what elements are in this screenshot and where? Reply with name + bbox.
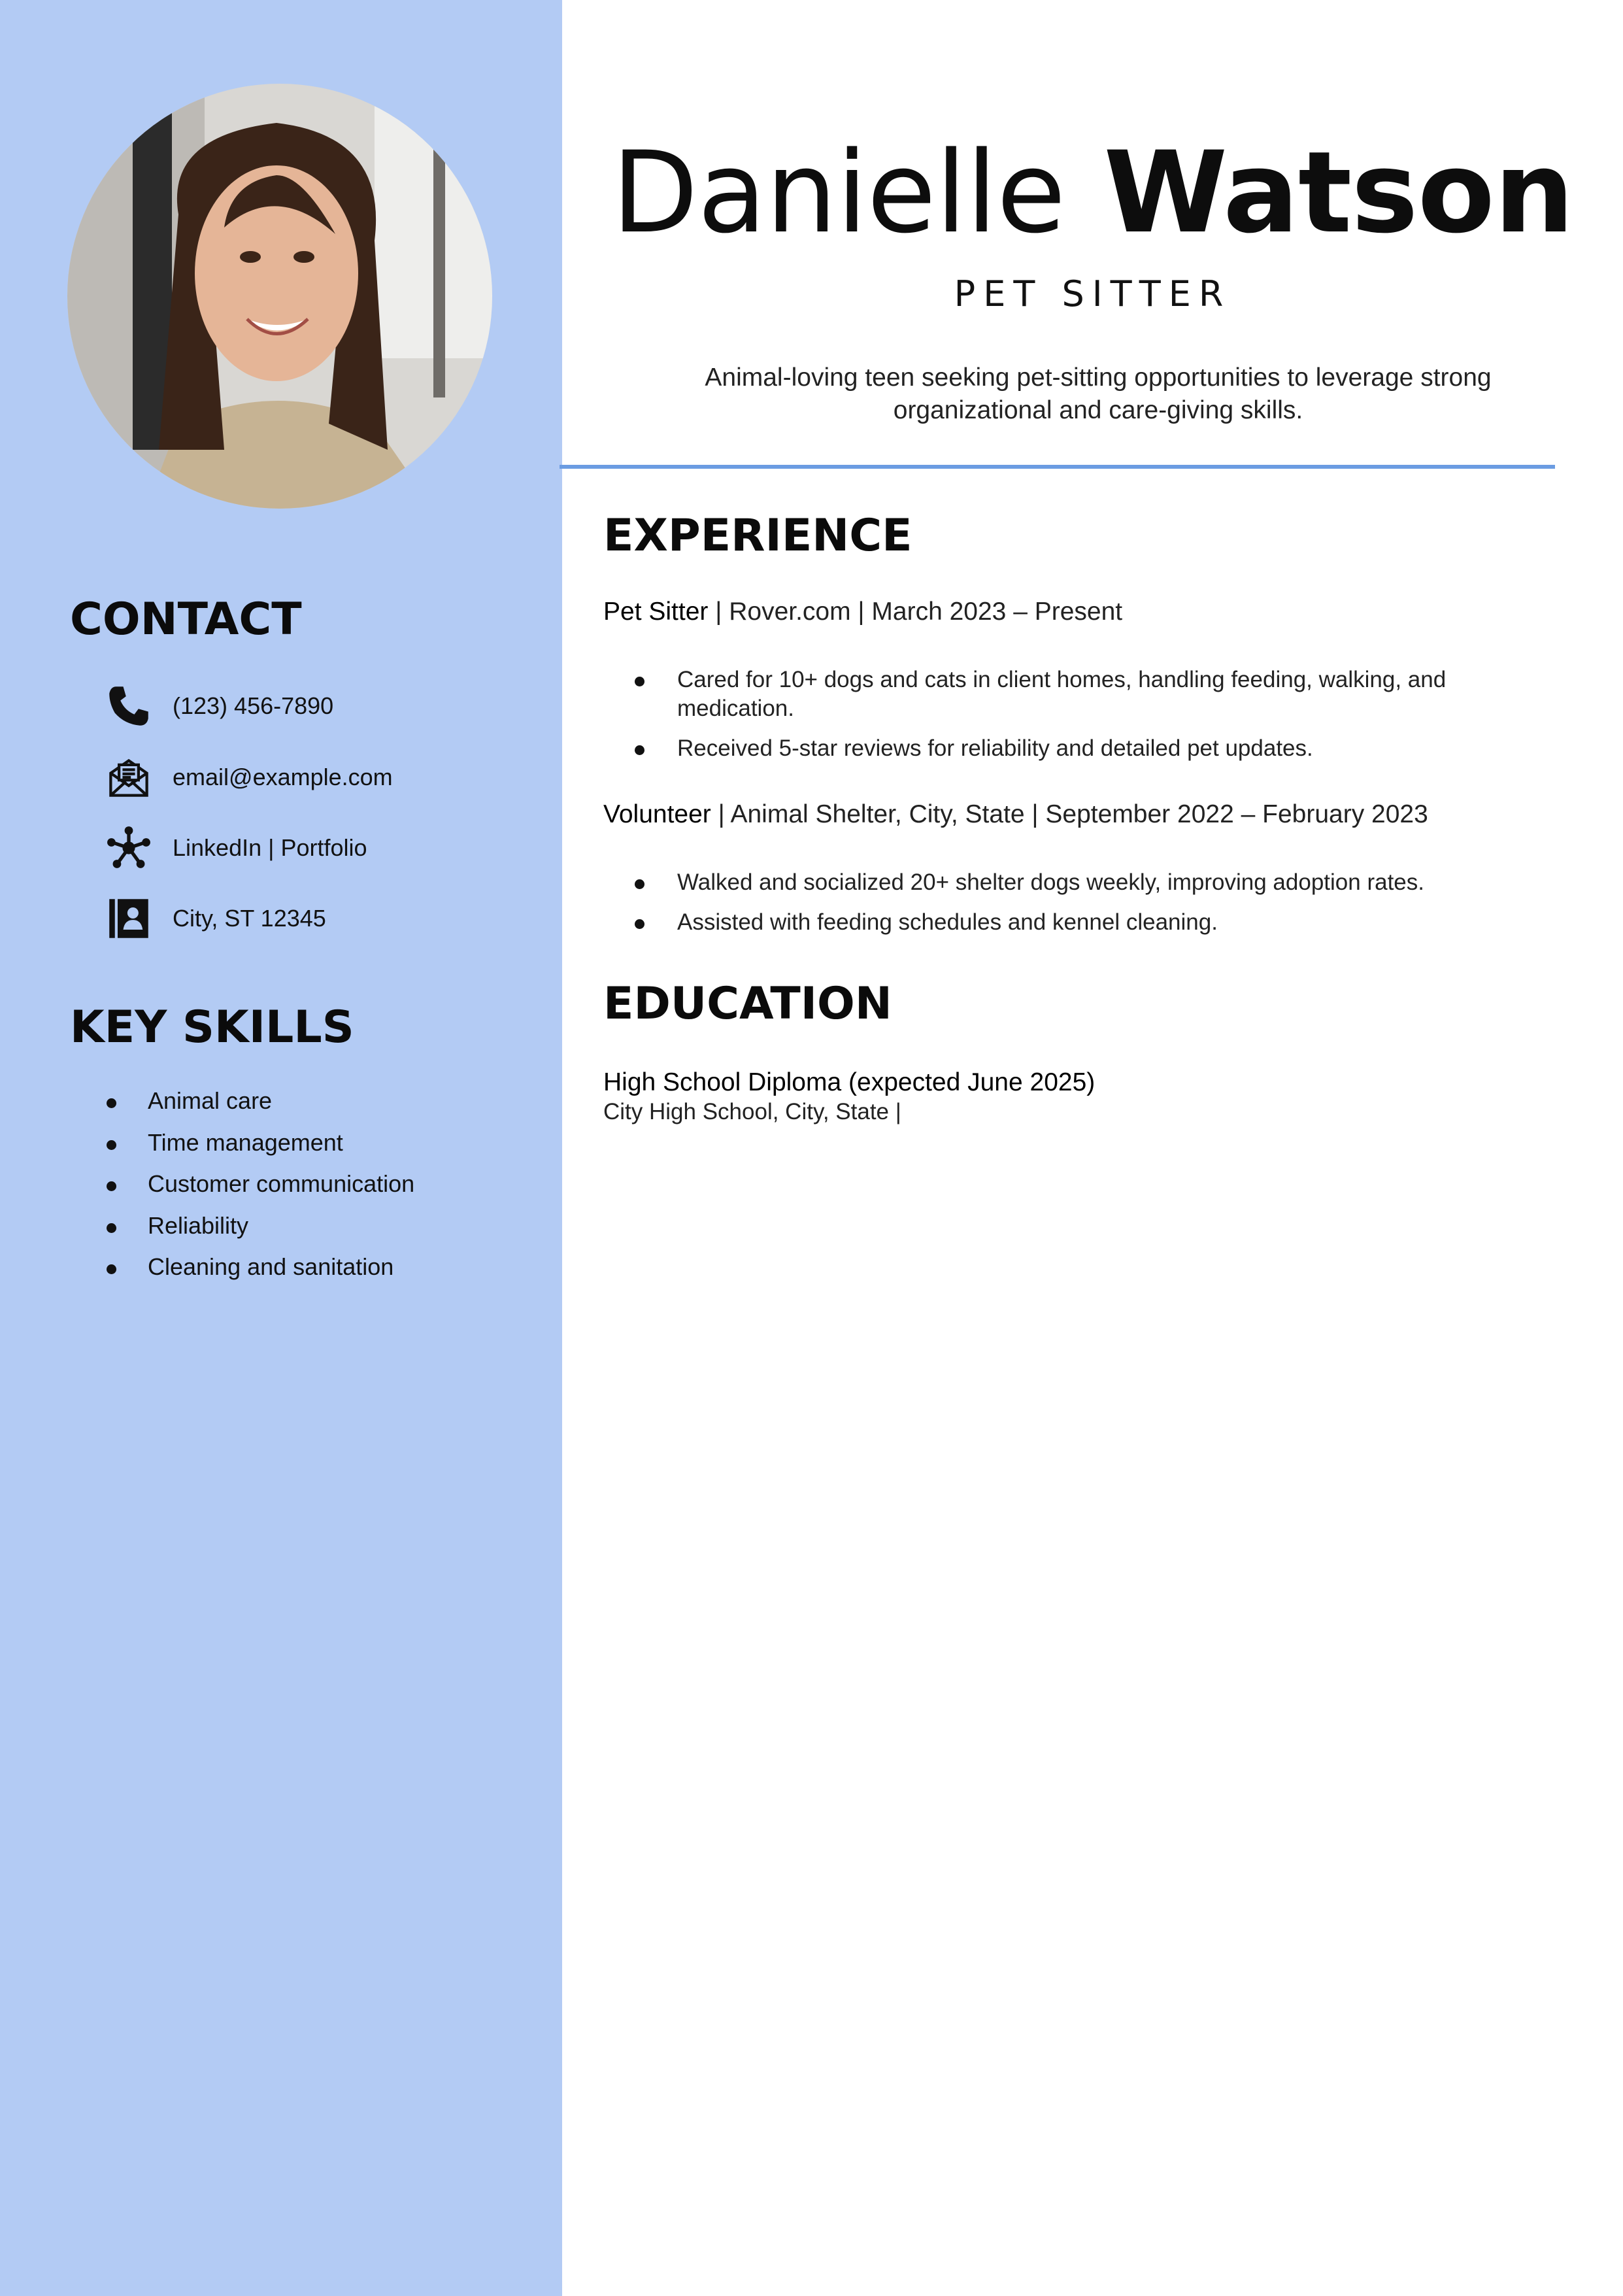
contact-heading: CONTACT xyxy=(70,594,302,645)
experience-heading: EXPERIENCE xyxy=(603,510,912,562)
education-heading: EDUCATION xyxy=(603,978,892,1030)
job-bullet: Assisted with feeding schedules and kennel cleaning. xyxy=(634,908,1503,937)
job-role: Pet Sitter xyxy=(603,598,709,626)
summary: Animal-loving teen seeking pet-sitting opportunities to leverage strong organizational and care-giving skills. xyxy=(705,363,1492,424)
skill-item: Animal care xyxy=(105,1085,414,1127)
envelope-icon xyxy=(105,753,153,802)
skill-item: Reliability xyxy=(105,1210,414,1252)
job-title-line xyxy=(603,800,1428,829)
skills-heading: KEY SKILLS xyxy=(70,1002,354,1053)
first-name: Danielle xyxy=(611,127,1065,258)
phone-text: (123) 456-7890 xyxy=(173,692,334,719)
address-book-icon xyxy=(105,894,153,943)
contact-phone[interactable] xyxy=(105,680,333,732)
skills-list xyxy=(105,1085,414,1293)
address-text: City, ST 12345 xyxy=(173,905,326,932)
candidate-name xyxy=(562,124,1623,262)
links-text: LinkedIn | Portfolio xyxy=(173,834,367,861)
last-name: Watson xyxy=(1103,127,1574,258)
network-icon xyxy=(105,824,153,872)
email-text: email@example.com xyxy=(173,764,393,790)
degree: High School Diploma (expected June 2025) xyxy=(603,1068,1096,1096)
job-details: | Rover.com | March 2023 – Present xyxy=(708,598,1123,626)
job-bullet: Received 5-star reviews for reliability and detailed pet updates. xyxy=(634,734,1503,763)
profile-photo xyxy=(67,84,492,509)
job-details: | Animal Shelter, City, State | September 2022 – February 2023 xyxy=(711,800,1428,828)
skill-item: Customer communication xyxy=(105,1168,414,1210)
job-title: PET SITTER xyxy=(954,273,1231,314)
job-bullets xyxy=(634,666,1503,774)
skill-item: Cleaning and sanitation xyxy=(105,1251,414,1293)
phone-icon xyxy=(105,682,153,730)
sidebar xyxy=(0,0,562,2296)
school: City High School, City, State | xyxy=(603,1099,901,1124)
contact-address[interactable] xyxy=(105,892,326,945)
skill-item: Time management xyxy=(105,1127,414,1169)
job-bullet: Cared for 10+ dogs and cats in client homes, handling feeding, walking, and medication. xyxy=(634,666,1503,723)
contact-links[interactable] xyxy=(105,822,367,874)
job-bullet: Walked and socialized 20+ shelter dogs weekly, improving adoption rates. xyxy=(634,868,1503,897)
header-divider xyxy=(560,465,1555,469)
job-role: Volunteer xyxy=(603,800,711,828)
job-bullets xyxy=(634,868,1503,948)
contact-email[interactable] xyxy=(105,751,393,803)
job-title-line xyxy=(603,598,1122,626)
